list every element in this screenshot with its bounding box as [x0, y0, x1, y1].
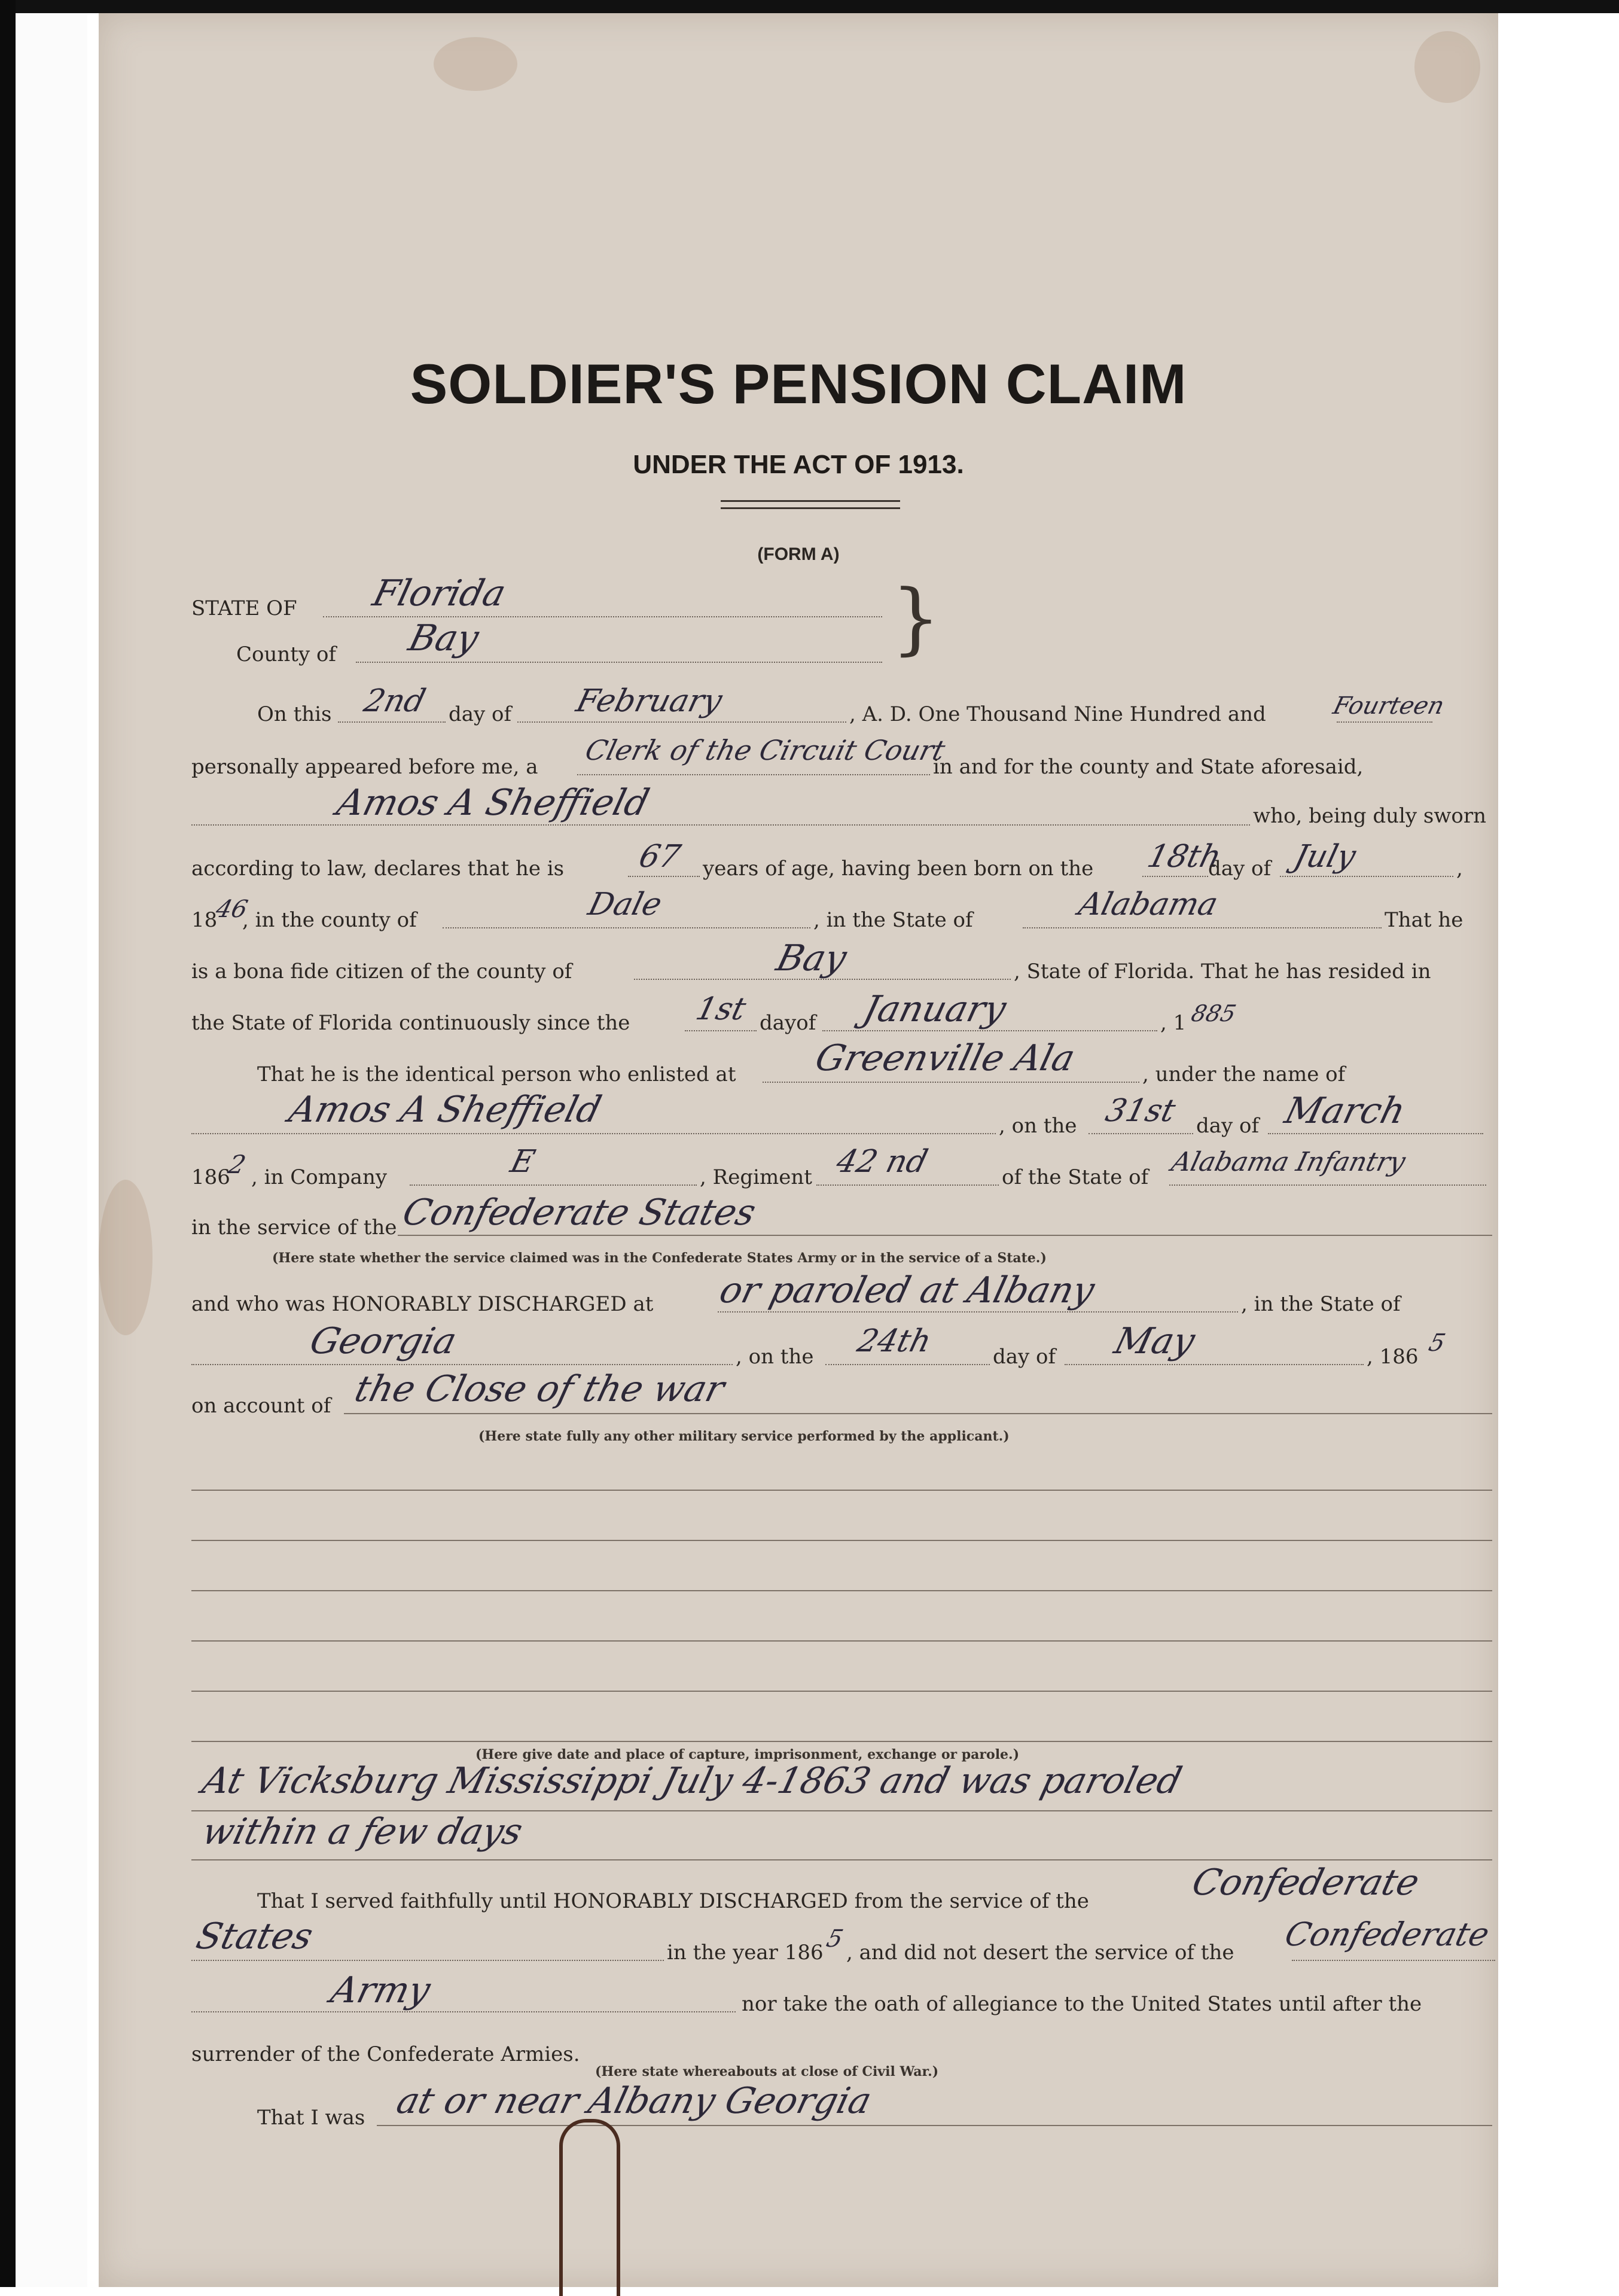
blank-line	[191, 1640, 1492, 1642]
field-line	[191, 1133, 996, 1134]
label-discharged: and who was HONORABLY DISCHARGED at	[191, 1292, 654, 1316]
field-capture-line-2: within a few days	[198, 1811, 527, 1853]
field-year-word: Fourteen	[1330, 692, 1447, 720]
label-personally: personally appeared before me, a	[191, 755, 538, 779]
page-title: SOLDIER'S PENSION CLAIM	[410, 352, 1187, 415]
field-discharge-state: Georgia	[306, 1320, 461, 1362]
field-line	[1023, 927, 1382, 928]
field-line	[685, 1030, 757, 1031]
field-line	[1337, 721, 1432, 723]
field-county: Bay	[404, 617, 483, 659]
field-state: Florida	[368, 573, 510, 614]
label-ad-text: , A. D. One Thousand Nine Hundred and	[849, 702, 1266, 726]
label-state-fl: , State of Florida. That he has resided in	[1014, 960, 1431, 983]
field-birth-county: Dale	[584, 887, 666, 922]
field-company: E	[507, 1144, 539, 1180]
label-oath: nor take the oath of allegiance to the United States until after the	[742, 1992, 1422, 2016]
label-day-of: day of	[449, 702, 512, 726]
label-in-county-of: , in the county of	[242, 908, 417, 932]
label-dayof: dayof	[760, 1011, 816, 1035]
field-line	[191, 2011, 736, 2012]
field-not-desert-of-1: Confederate	[1281, 1916, 1493, 1953]
field-discharged-at: or paroled at Albany	[715, 1269, 1099, 1311]
note-service: (Here state whether the service claimed was in the Confederate States Army or in the service of a State.)	[272, 1250, 1047, 1266]
document-page	[99, 13, 1498, 2287]
field-account-of: the Close of the war	[350, 1368, 729, 1410]
field-line	[377, 2125, 1492, 2126]
form-label: (FORM A)	[757, 544, 840, 564]
label-service-of: in the service of the	[191, 1216, 397, 1240]
field-line	[822, 1030, 1157, 1031]
field-resided-year: 885	[1188, 1000, 1239, 1027]
field-age: 67	[635, 839, 684, 875]
field-served-of-1: Confederate	[1188, 1862, 1424, 1904]
field-regiment-state: Alabama Infantry	[1168, 1147, 1408, 1177]
label-resided-year-prefix: , 1	[1160, 1011, 1187, 1035]
blank-line	[191, 1490, 1492, 1491]
field-line	[763, 1082, 1139, 1083]
field-line	[825, 1364, 990, 1365]
paper-stain	[434, 37, 517, 91]
field-not-desert-of-2: Army	[327, 1969, 435, 2011]
label-on-the: , on the	[999, 1114, 1077, 1138]
label-that-he: That he	[1385, 908, 1463, 932]
label-state-of: STATE OF	[191, 596, 297, 620]
field-served-year: 5	[824, 1925, 846, 1953]
paper-stain	[1414, 31, 1480, 103]
label-regiment: , Regiment	[700, 1165, 812, 1189]
field-enlisted-at: Greenville Ala	[811, 1037, 1080, 1079]
field-name: Amos A Sheffield	[333, 782, 654, 824]
scan-margin	[16, 13, 87, 2287]
field-regiment: 42 nd	[833, 1144, 931, 1180]
label-of-state: of the State of	[1002, 1165, 1149, 1189]
blank-line	[191, 1741, 1492, 1742]
scan-left-edge	[0, 0, 16, 2287]
field-birth-day: 18th	[1144, 839, 1225, 875]
field-line	[628, 876, 700, 877]
label-on-the: , on the	[736, 1345, 814, 1369]
label-that-i-was: That I was	[257, 2106, 365, 2130]
field-day: 2nd	[360, 683, 429, 719]
field-line	[1065, 1364, 1364, 1365]
field-capture-line-1: At Vicksburg Mississippi July 4-1863 and was paroled	[198, 1760, 1186, 1802]
field-line	[398, 1235, 1492, 1236]
brace-glyph: }	[891, 573, 941, 663]
field-citizen-county: Bay	[772, 937, 851, 979]
label-under-name: , under the name of	[1142, 1062, 1346, 1086]
label-according: according to law, declares that he is	[191, 857, 565, 881]
field-line	[1169, 1184, 1486, 1186]
field-whereabouts: at or near Albany Georgia	[392, 2080, 876, 2122]
title-rule	[721, 500, 900, 502]
label-enlist-year-prefix: 186	[191, 1165, 230, 1189]
label-comma: ,	[1456, 857, 1463, 881]
label-day-of: day of	[1196, 1114, 1260, 1138]
page-subtitle: UNDER THE ACT OF 1913.	[633, 450, 964, 479]
field-resided-day: 1st	[692, 991, 750, 1027]
field-resided-month: January	[859, 988, 1011, 1030]
title-rule	[721, 507, 900, 509]
field-line	[1268, 1133, 1483, 1134]
field-month: February	[572, 683, 726, 719]
field-enlist-year: 2	[225, 1150, 249, 1179]
paper-stain	[99, 1180, 153, 1335]
field-line	[338, 721, 446, 723]
field-line	[410, 1184, 697, 1186]
label-in-for-county: in and for the county and State aforesaid,	[933, 755, 1364, 779]
label-in-state-of: , in the State of	[813, 908, 973, 932]
field-enlisted-name: Amos A Sheffield	[285, 1089, 606, 1131]
scan-top-edge	[0, 0, 1619, 13]
note-where: (Here state whereabouts at close of Civil War.)	[595, 2064, 939, 2079]
field-line	[191, 1364, 733, 1365]
blank-line	[191, 1691, 1492, 1692]
label-in-year: in the year 186	[667, 1941, 824, 1965]
field-discharge-month: May	[1110, 1320, 1199, 1362]
paper-clip-mark	[559, 2119, 620, 2296]
label-on-account: on account of	[191, 1394, 331, 1418]
label-not-desert: , and did not desert the service of the	[846, 1941, 1234, 1965]
label-served: That I served faithfully until HONORABLY DISCHARGED from the service of the	[257, 1889, 1089, 1913]
label-day-of: day of	[1208, 857, 1272, 881]
label-in-state-of: , in the State of	[1241, 1292, 1401, 1316]
field-birth-state: Alabama	[1075, 887, 1222, 922]
label-bona-fide: is a bona fide citizen of the county of	[191, 960, 572, 983]
label-continuous: the State of Florida continuously since the	[191, 1011, 630, 1035]
field-line	[1280, 876, 1453, 877]
field-birth-month: July	[1290, 839, 1359, 875]
field-line	[517, 721, 846, 723]
field-birth-year: 46	[213, 896, 251, 923]
note-military: (Here state fully any other military service performed by the applicant.)	[478, 1429, 1010, 1444]
label-years-born: years of age, having been born on the	[703, 857, 1094, 881]
field-line	[1142, 876, 1208, 877]
field-line	[356, 662, 882, 663]
field-line	[718, 1311, 1238, 1313]
label-born-year-prefix: 18	[191, 908, 218, 932]
field-served-of-2: States	[192, 1916, 318, 1957]
blank-line	[191, 1590, 1492, 1591]
field-discharge-year: 5	[1426, 1329, 1449, 1357]
field-line	[1089, 1133, 1193, 1134]
field-discharge-day: 24th	[853, 1323, 935, 1359]
field-line	[323, 616, 882, 617]
field-line	[344, 1413, 1492, 1414]
field-line	[191, 824, 1250, 826]
field-line	[191, 1859, 1492, 1860]
label-year-end: , 186	[1367, 1345, 1419, 1369]
field-line	[577, 774, 930, 775]
blank-line	[191, 1540, 1492, 1541]
field-official: Clerk of the Circuit Court	[582, 734, 949, 766]
note-capture: (Here give date and place of capture, imprisonment, exchange or parole.)	[475, 1747, 1020, 1762]
field-line	[816, 1184, 999, 1186]
label-on-this: On this	[257, 702, 332, 726]
label-identical: That he is the identical person who enlisted at	[257, 1062, 736, 1086]
field-line	[1292, 1960, 1495, 1961]
field-enlist-day: 31st	[1102, 1093, 1179, 1129]
label-surrender: surrender of the Confederate Armies.	[191, 2042, 580, 2066]
label-in-company: , in Company	[251, 1165, 388, 1189]
field-line	[191, 1960, 664, 1961]
field-line	[443, 927, 810, 928]
label-county-of: County of	[236, 642, 337, 666]
label-day-of: day of	[993, 1345, 1056, 1369]
label-who-sworn: who, being duly sworn	[1253, 804, 1487, 828]
field-enlist-month: March	[1280, 1090, 1410, 1132]
field-service-of: Confederate States	[398, 1192, 760, 1234]
